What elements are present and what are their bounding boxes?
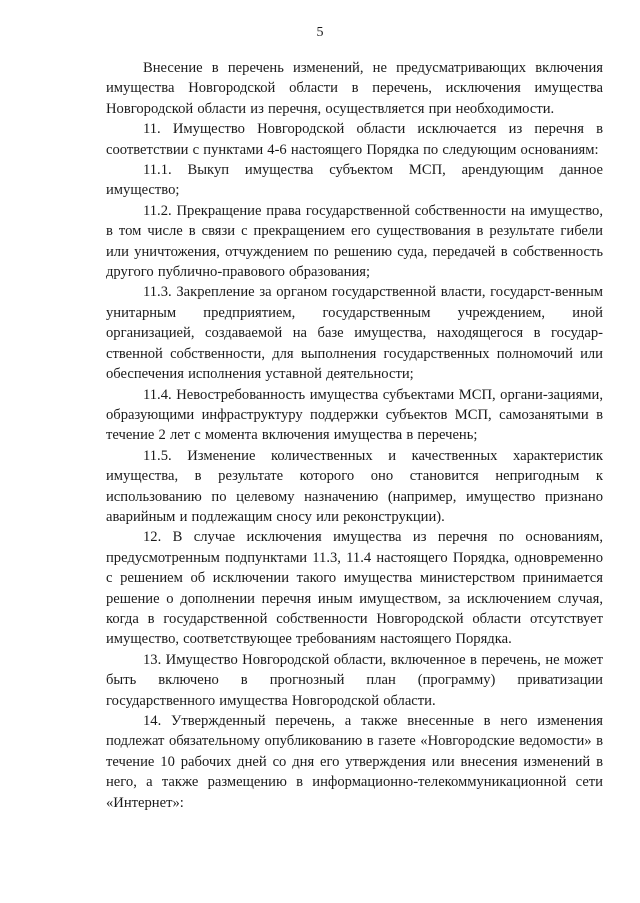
page-number: 5 <box>316 25 324 40</box>
paragraph-11-2: 11.2. Прекращение права государственной собственности на имущество, в том числе в связи с прекращением его существования в результате гибели или уничтожения, отчуждением по решению суда, передачей в собственность другого публично-правового образования; <box>106 202 603 281</box>
paragraph-14: 14. Утвержденный перечень, а также внесенные в него изменения подлежат обязательному опубликованию в газете «Новгородские ведомости» в течение 10 рабочих дней со дня его утверждения или внесения изменений в него, а также размещению в информационно-телекоммуникационной сети «Интернет»: <box>106 713 603 811</box>
paragraph-11-1: 11.1. Выкуп имущества субъектом МСП, арендующим данное имущество; <box>106 162 603 199</box>
paragraph-11: 11. Имущество Новгородской области исключается из перечня в соответствии с пунктами 4-6 настоящего Порядка по следующим основаниям: <box>106 121 603 158</box>
paragraph-11-3: 11.3. Закрепление за органом государственной власти, государст-венным унитарным предприятием, государственным учреждением, иной организацией, создаваемой на базе имущества, находящегося в государ-ственной собственности, для выполнения государственных полномочий или обеспечения исполнения уставной деятельности; <box>106 284 603 383</box>
paragraph-12: 12. В случае исключения имущества из перечня по основаниям, предусмотренным подпунктами 11.3, 11.4 настоящего Порядка, одновременно с решением об исключении такого имущества министерством принимается решение о дополнении перечня иным имуществом, за исключением случая, когда в государственной собственности Новгородской области отсутствует имущество, соответствующее требованиям настоящего Порядка. <box>106 529 603 648</box>
paragraph-13: 13. Имущество Новгородской области, включенное в перечень, не может быть включено в прогнозный план (программу) приватизации государственного имущества Новгородской области. <box>106 651 603 709</box>
paragraph-11-5: 11.5. Изменение количественных и качественных характеристик имущества, в результате которого оно становится непригодным к использованию по целевому назначению (например, имущество признано аварийным и подлежащим сносу или реконструкции). <box>106 447 603 525</box>
document-body <box>106 58 603 813</box>
paragraph-amendments-note: Внесение в перечень изменений, не предусматривающих включения имущества Новгородской области в перечень, исключения имущества Новгородской области из перечня, осуществляется при необходимости. <box>106 60 603 117</box>
paragraph-11-4: 11.4. Невостребованность имущества субъектами МСП, органи-зациями, образующими инфраструктуру поддержки субъектов МСП, самозанятыми в течение 2 лет с момента включения имущества в перечень; <box>106 386 603 444</box>
